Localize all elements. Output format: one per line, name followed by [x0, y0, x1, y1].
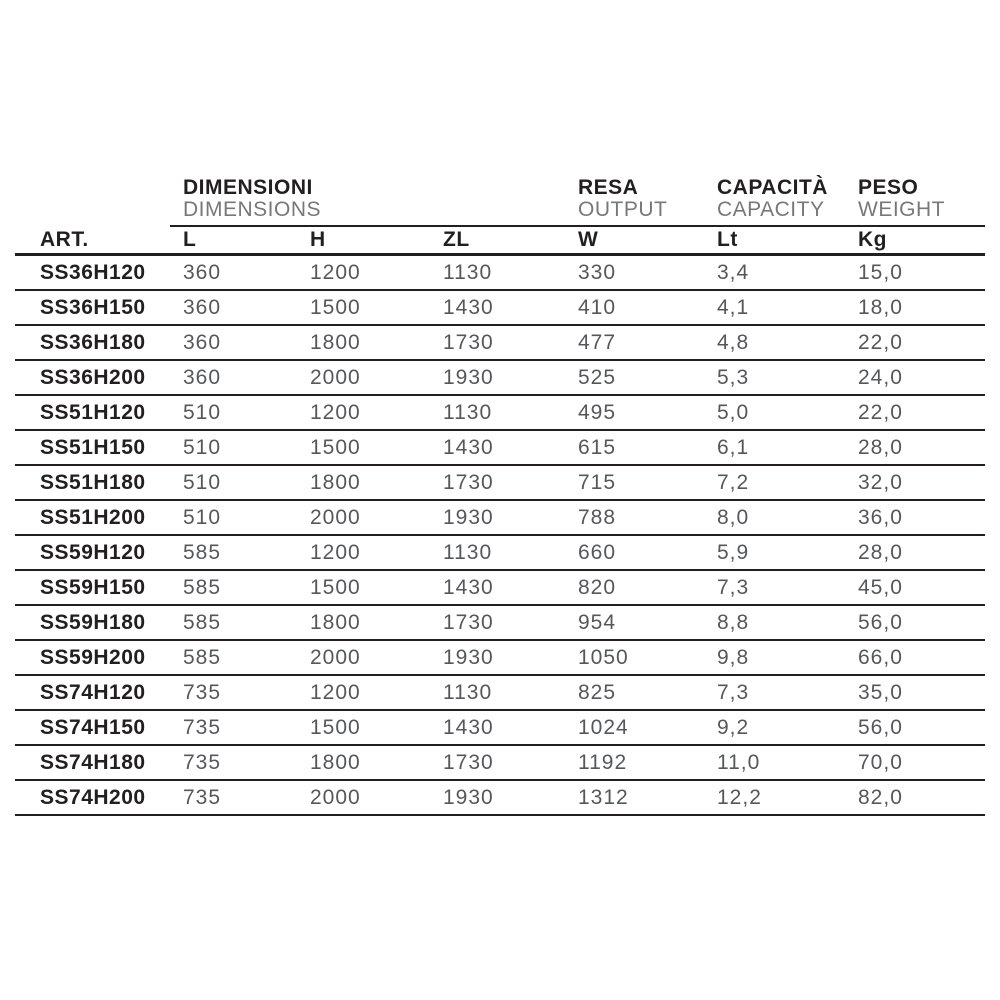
table-row — [15, 466, 985, 501]
cell-art: SS36H150 — [40, 295, 146, 319]
cell-zl: 1130 — [443, 540, 493, 564]
group-dimensions-title: DIMENSIONI — [183, 176, 313, 199]
cell-h: 1800 — [310, 610, 361, 634]
table-row — [15, 746, 985, 781]
cell-h: 1800 — [310, 330, 361, 354]
group-weight-subtitle: WEIGHT — [858, 198, 945, 221]
cell-lt: 5,3 — [717, 365, 750, 389]
table-row — [15, 781, 985, 816]
cell-l: 360 — [183, 295, 222, 319]
cell-h: 2000 — [310, 365, 361, 389]
cell-zl: 1430 — [443, 575, 494, 599]
cell-w: 525 — [578, 365, 617, 389]
group-capacity-title: CAPACITÀ — [717, 176, 828, 199]
cell-art: SS51H120 — [40, 400, 146, 424]
cell-kg: 22,0 — [858, 400, 903, 424]
cell-h: 1200 — [310, 540, 361, 564]
table-row — [15, 361, 985, 396]
cell-h: 2000 — [310, 785, 361, 809]
cell-zl: 1730 — [443, 750, 494, 774]
column-header-zl: ZL — [443, 228, 470, 251]
cell-kg: 82,0 — [858, 785, 903, 809]
cell-lt: 7,3 — [717, 575, 750, 599]
spec-table — [15, 175, 985, 816]
cell-h: 2000 — [310, 505, 361, 529]
group-output-subtitle: OUTPUT — [578, 198, 668, 221]
cell-w: 954 — [578, 610, 617, 634]
column-header-lt: Lt — [717, 228, 738, 251]
cell-kg: 66,0 — [858, 645, 903, 669]
cell-art: SS59H180 — [40, 610, 146, 634]
cell-w: 825 — [578, 680, 617, 704]
cell-art: SS36H200 — [40, 365, 146, 389]
cell-h: 1500 — [310, 575, 361, 599]
table-row — [15, 326, 985, 361]
table-row — [15, 396, 985, 431]
cell-art: SS59H120 — [40, 540, 146, 564]
cell-h: 1800 — [310, 750, 361, 774]
cell-w: 1312 — [578, 785, 629, 809]
cell-zl: 1730 — [443, 610, 494, 634]
group-dimensions-subtitle: DIMENSIONS — [183, 198, 322, 221]
cell-lt: 3,4 — [717, 260, 750, 284]
cell-zl: 1130 — [443, 680, 493, 704]
cell-art: SS59H200 — [40, 645, 146, 669]
cell-zl: 1730 — [443, 470, 494, 494]
column-header-art: ART. — [40, 228, 89, 251]
cell-lt: 8,0 — [717, 505, 750, 529]
cell-lt: 9,2 — [717, 715, 750, 739]
cell-lt: 8,8 — [717, 610, 750, 634]
column-header-kg: Kg — [858, 228, 887, 251]
table-row — [15, 571, 985, 606]
group-dimensions — [183, 175, 578, 227]
cell-zl: 1930 — [443, 645, 494, 669]
cell-art: SS74H180 — [40, 750, 146, 774]
cell-l: 585 — [183, 610, 222, 634]
cell-art: SS74H120 — [40, 680, 146, 704]
cell-l: 735 — [183, 680, 222, 704]
cell-l: 735 — [183, 715, 222, 739]
cell-art: SS51H200 — [40, 505, 146, 529]
cell-lt: 5,9 — [717, 540, 750, 564]
table-row — [15, 536, 985, 571]
table-group-header-row — [15, 175, 985, 227]
cell-kg: 56,0 — [858, 715, 903, 739]
cell-art: SS59H150 — [40, 575, 146, 599]
group-capacity — [717, 175, 858, 227]
cell-lt: 6,1 — [717, 435, 750, 459]
cell-art: SS51H150 — [40, 435, 146, 459]
table-row — [15, 711, 985, 746]
table-row — [15, 291, 985, 326]
cell-l: 360 — [183, 330, 222, 354]
cell-w: 410 — [578, 295, 617, 319]
cell-l: 510 — [183, 435, 222, 459]
cell-lt: 9,8 — [717, 645, 750, 669]
cell-l: 585 — [183, 575, 222, 599]
cell-w: 495 — [578, 400, 617, 424]
cell-kg: 36,0 — [858, 505, 903, 529]
group-capacity-subtitle: CAPACITY — [717, 198, 825, 221]
table-row — [15, 431, 985, 466]
cell-w: 788 — [578, 505, 617, 529]
cell-w: 330 — [578, 260, 617, 284]
cell-l: 735 — [183, 750, 222, 774]
cell-lt: 7,3 — [717, 680, 750, 704]
cell-zl: 1930 — [443, 785, 494, 809]
table-body — [15, 256, 985, 816]
cell-w: 715 — [578, 470, 617, 494]
table-row — [15, 676, 985, 711]
cell-w: 1050 — [578, 645, 629, 669]
group-output — [578, 175, 717, 227]
cell-art: SS51H180 — [40, 470, 146, 494]
table-row — [15, 606, 985, 641]
cell-zl: 1130 — [443, 260, 493, 284]
table-column-header-row — [15, 227, 985, 256]
cell-lt: 7,2 — [717, 470, 750, 494]
cell-h: 1200 — [310, 400, 361, 424]
cell-h: 1800 — [310, 470, 361, 494]
cell-art: SS36H120 — [40, 260, 146, 284]
cell-w: 615 — [578, 435, 617, 459]
cell-w: 660 — [578, 540, 617, 564]
cell-h: 1200 — [310, 260, 361, 284]
cell-l: 585 — [183, 645, 222, 669]
cell-kg: 70,0 — [858, 750, 903, 774]
cell-h: 1500 — [310, 435, 361, 459]
cell-w: 1192 — [578, 750, 628, 774]
table-row — [15, 641, 985, 676]
column-header-h: H — [310, 228, 326, 251]
cell-art: SS74H150 — [40, 715, 146, 739]
cell-zl: 1430 — [443, 715, 494, 739]
cell-l: 510 — [183, 400, 222, 424]
cell-h: 1500 — [310, 295, 361, 319]
column-header-w: W — [578, 228, 599, 251]
cell-art: SS74H200 — [40, 785, 146, 809]
cell-l: 585 — [183, 540, 222, 564]
table-row — [15, 256, 985, 291]
cell-w: 477 — [578, 330, 617, 354]
group-output-title: RESA — [578, 176, 639, 199]
cell-l: 360 — [183, 260, 222, 284]
cell-l: 735 — [183, 785, 222, 809]
cell-lt: 5,0 — [717, 400, 750, 424]
cell-zl: 1430 — [443, 435, 494, 459]
cell-kg: 15,0 — [858, 260, 903, 284]
cell-h: 1500 — [310, 715, 361, 739]
cell-kg: 18,0 — [858, 295, 903, 319]
table-row — [15, 501, 985, 536]
cell-l: 510 — [183, 505, 222, 529]
cell-l: 360 — [183, 365, 222, 389]
cell-zl: 1130 — [443, 400, 493, 424]
cell-lt: 4,8 — [717, 330, 750, 354]
cell-kg: 32,0 — [858, 470, 903, 494]
cell-kg: 28,0 — [858, 540, 903, 564]
cell-kg: 28,0 — [858, 435, 903, 459]
column-header-l: L — [183, 228, 197, 251]
cell-kg: 45,0 — [858, 575, 903, 599]
cell-lt: 4,1 — [717, 295, 750, 319]
cell-l: 510 — [183, 470, 222, 494]
cell-lt: 11,0 — [717, 750, 761, 774]
cell-zl: 1430 — [443, 295, 494, 319]
cell-zl: 1930 — [443, 505, 494, 529]
cell-h: 1200 — [310, 680, 361, 704]
cell-w: 1024 — [578, 715, 629, 739]
cell-kg: 22,0 — [858, 330, 903, 354]
cell-kg: 35,0 — [858, 680, 903, 704]
group-weight — [858, 175, 985, 227]
cell-h: 2000 — [310, 645, 361, 669]
cell-zl: 1730 — [443, 330, 494, 354]
cell-kg: 24,0 — [858, 365, 903, 389]
cell-art: SS36H180 — [40, 330, 146, 354]
group-weight-title: PESO — [858, 176, 919, 199]
cell-zl: 1930 — [443, 365, 494, 389]
cell-kg: 56,0 — [858, 610, 903, 634]
cell-lt: 12,2 — [717, 785, 762, 809]
cell-w: 820 — [578, 575, 617, 599]
